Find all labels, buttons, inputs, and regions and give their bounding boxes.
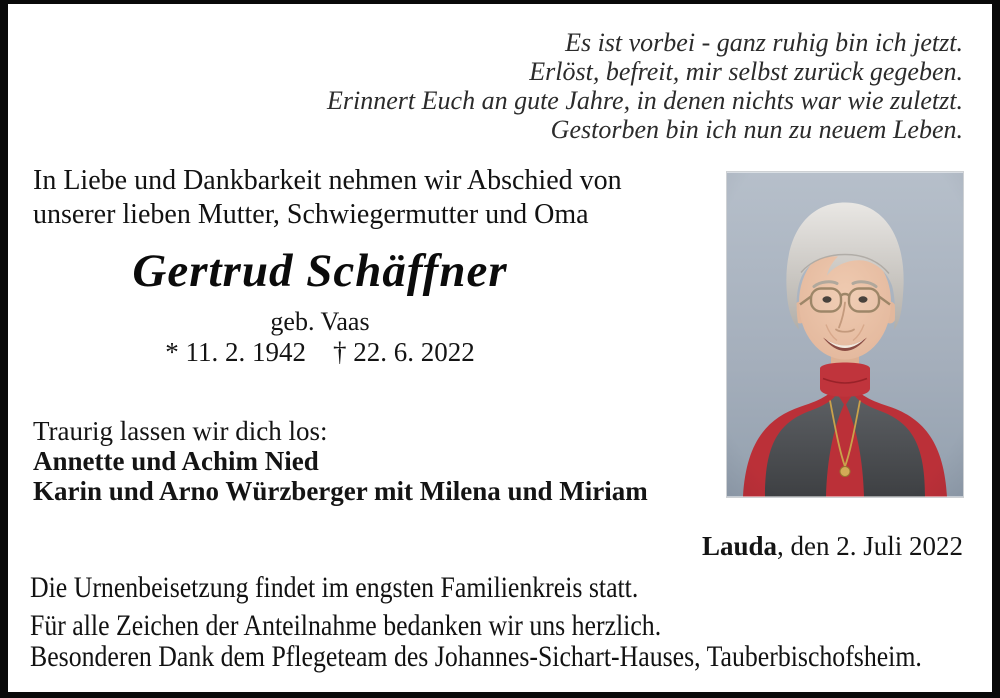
- dateline-rest: , den 2. Juli 2022: [777, 531, 963, 561]
- mourners-lead: Traurig lassen wir dich los:: [33, 416, 328, 446]
- mourner-names-line: Karin und Arno Würzberger mit Milena und Miriam: [33, 476, 648, 506]
- poem-line: Gestorben bin ich nun zu neuem Leben.: [550, 115, 963, 144]
- portrait-photo-svg: [727, 172, 963, 497]
- intro-text: [33, 164, 622, 232]
- birth-name: geb. Vaas: [270, 307, 370, 336]
- intro-line: In Liebe und Dankbarkeit nehmen wir Abschied von: [33, 165, 622, 196]
- photo-vignette: [727, 173, 963, 497]
- footer-line-urnenbeisetzung: Die Urnenbeisetzung findet im engsten Familienkreis statt.: [30, 571, 639, 604]
- intro-line: unserer lieben Mutter, Schwiegermutter und Oma: [33, 199, 589, 230]
- poem: [327, 28, 963, 144]
- portrait-photo: [727, 172, 963, 497]
- poem-line: Es ist vorbei - ganz ruhig bin ich jetzt.: [565, 28, 963, 57]
- footer-line-dank: Besonderen Dank dem Pflegeteam des Johannes-Sichart-Hauses, Tauberbischofsheim.: [30, 640, 922, 673]
- mourner-names-line: Annette und Achim Nied: [33, 446, 319, 476]
- mourners-block: [33, 416, 648, 506]
- poem-line: Erlöst, befreit, mir selbst zurück gegeben.: [529, 57, 963, 86]
- deceased-name: Gertrud Schäffner: [132, 245, 508, 297]
- dateline-city: Lauda: [701, 531, 777, 561]
- dateline: [702, 531, 963, 562]
- poem-line: Erinnert Euch an gute Jahre, in denen nichts war wie zuletzt.: [327, 86, 963, 115]
- footer-line-anteilnahme: Für alle Zeichen der Anteilnahme bedanken wir uns herzlich.: [30, 609, 662, 642]
- life-dates: * 11. 2. 1942 † 22. 6. 2022: [165, 337, 475, 367]
